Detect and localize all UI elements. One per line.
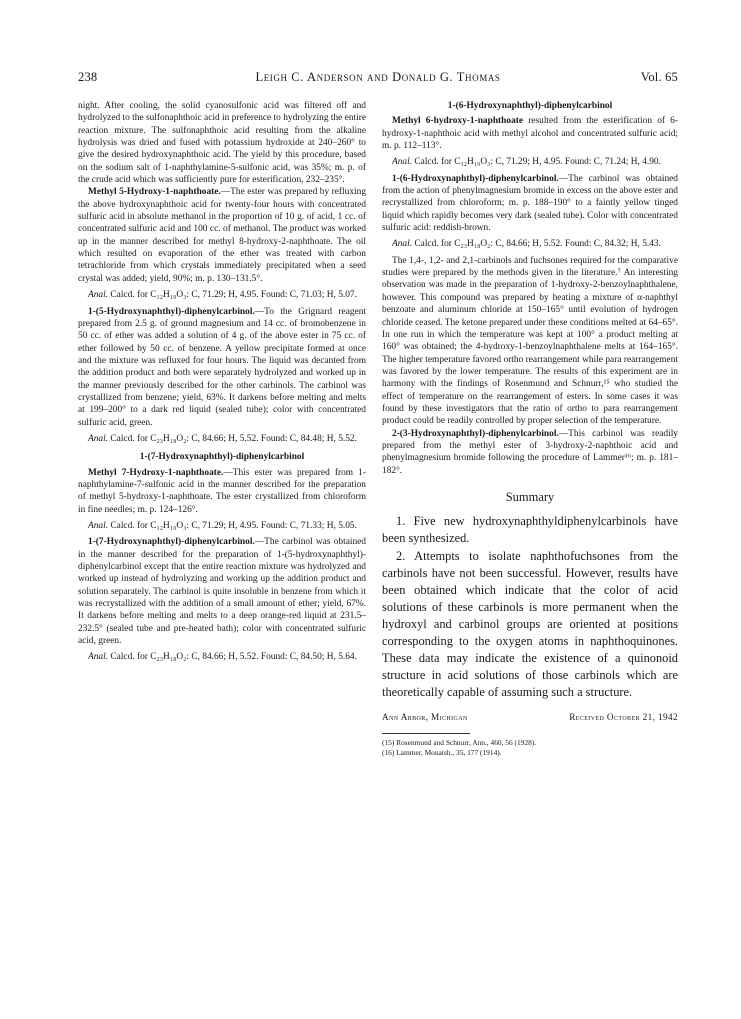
runin-heading: 1-(6-Hydroxynaphthyl)-diphenylcarbinol. bbox=[392, 173, 559, 184]
section-heading: 1-(7-Hydroxynaphthyl)-diphenylcarbinol bbox=[139, 452, 305, 463]
paragraph-text: resulted from the esterification of 6-hydroxy-1-naphthoic acid with methyl alcohol and concentrated sulfuric acid; m. p. 112–113°. bbox=[382, 116, 678, 152]
paragraph-cyanosulfonic: night. After cooling, the solid cyanosulfonic acid was filtered off and hydrolyzed to the sulfonaphthoic acid in preference to hydrolyzing the entire reaction mixture. The sulfonaphthoic acid resulting from the alkaline hydrolysis was dried and fused with potassium hydroxide at 240–260° to give the desired hydroxynaphthoic acid. The yield by this procedure, based on the sodium salt of 1-naphthylamine-5-sulfonic acid, was 35%; m. p. of the crude acid which was sufficiently pure for esterification, 232–235°. bbox=[78, 101, 366, 186]
analysis-line bbox=[382, 156, 678, 168]
runin-heading: 1-(5-Hydroxynaphthyl)-diphenylcarbinol. bbox=[88, 306, 255, 317]
paragraph-text: —This carbinol was readily prepared from the methyl ester of 3-hydroxy-2-naphthoic acid and phenylmagnesium bromide following the procedure of Lammer¹⁶; m. p. 181–182°. bbox=[382, 428, 678, 476]
signoff-line bbox=[382, 711, 678, 723]
analysis-line bbox=[78, 651, 366, 663]
analysis-values: Calcd. for C₂₃H₁₈O₂: C, 84.66; H, 5.52. Found: C, 84.32; H, 5.43. bbox=[414, 239, 661, 250]
runin-heading: 1-(7-Hydroxynaphthyl)-diphenylcarbinol. bbox=[88, 537, 255, 548]
left-column bbox=[78, 100, 366, 668]
anal-label: Anal. bbox=[88, 290, 109, 301]
analysis-values: Calcd. for C₁₂H₁₀O₃: C, 71.29; H, 4.95. Found: C, 71.24; H, 4.90. bbox=[414, 157, 661, 168]
runin-heading: Methyl 6-hydroxy-1-naphthoate bbox=[392, 116, 524, 127]
paragraph-3-hydroxynaphthyl-carbinol bbox=[382, 428, 678, 477]
runin-heading: 2-(3-Hydroxynaphthyl)-diphenylcarbinol. bbox=[392, 428, 559, 439]
analysis-line bbox=[78, 289, 366, 301]
analysis-values: Calcd. for C₁₂H₁₀O₃: C, 71.29; H, 4.95. Found: C, 71.33; H, 5.05. bbox=[110, 521, 357, 531]
right-column bbox=[382, 100, 678, 758]
location: Ann Arbor, Michigan bbox=[382, 712, 468, 723]
paragraph-text: —To the Grignard reagent prepared from 2.5 g. of ground magnesium and 14 cc. of bromobenzene in 50 cc. of ether was added a solution of 4 g. of the above ester in 75 cc. of ether followed by 50 cc. of benzene. A yellow precipitate formed at once and the mixture was refluxed for four hours. The liquid was decanted from the addition product and both were separately hydrolyzed and worked up in the manner previously described for the other carbinols. The carbinol was crystallized from benzene; yield, 63%. It darkens before melting and melts at 199–200° to a dark red liquid (sealed tube); color with concentrated sulfuric acid, green. bbox=[78, 306, 366, 428]
paragraph-methyl-7-hydroxy bbox=[78, 467, 366, 516]
footnotes bbox=[382, 738, 678, 758]
page-number: 238 bbox=[78, 70, 98, 84]
analysis-values: Calcd. for C₂₃H₁₈O₂: C, 84.66; H, 5.52. Found: C, 84.50; H, 5.64. bbox=[110, 652, 357, 663]
analysis-values: Calcd. for C₂₃H₁₈O₂: C, 84.66; H, 5.52. Found: C, 84.48; H, 5.52. bbox=[110, 433, 357, 444]
paragraph-text: —The ester was prepared by refluxing the above hydroxynaphthoic acid for twenty-four hours with concentrated sulfuric acid in absolute methanol in the proportion of 10 g. of acid, 1 cc. of concentrated sulfuric acid and 100 cc. of methanol. The product was worked up in the manner described for methyl 8-hydroxy-2-naphthoate. The oil which resulted on evaporation of the ether was treated with carbon tetrachloride from which crystals immediately precipitated when a seed crystal was added; yield, 90%; m. p. 130–131.5°. bbox=[78, 187, 367, 284]
analysis-line bbox=[78, 520, 366, 532]
footnote-15: (15) Rosenmund and Schnurr, Ann., 460, 56 (1928). bbox=[382, 737, 537, 747]
summary-point-2: 2. Attempts to isolate naphthofuchsones from the carbinols have not been successful. However, results have been obtained which indicate that the color of acid solutions of these carbinols is more permanent when the hydroxyl and carbinol groups are oriented at positions corresponding to the oxygen atoms in naphthoquinones. These data may indicate the existence of a quinonoid structure in acid solutions of those carbinols which are theoretically capable of assuming such a structure. bbox=[382, 548, 678, 700]
analysis-values: Calcd. for C₁₂H₁₀O₃: C, 71.29; H, 4.95. Found: C, 71.03; H, 5.07. bbox=[110, 290, 357, 301]
paragraph-methyl-6-hydroxy bbox=[382, 115, 678, 152]
summary-section bbox=[382, 513, 678, 701]
received-date: Received October 21, 1942 bbox=[569, 712, 678, 723]
paragraph-text: —This ester was prepared from 1-naphthylamine-7-sulfonic acid in the manner described for the preparation of methyl 5-hydroxy-1-naphthoate. The ester crystallized from chloroform in fine needles; m. p. 124–126°. bbox=[78, 467, 366, 515]
summary-heading: Summary bbox=[505, 489, 555, 504]
running-head-authors: Leigh C. Anderson and Donald G. Thomas bbox=[255, 70, 501, 84]
anal-label: Anal. bbox=[392, 157, 413, 168]
section-heading: 1-(6-Hydroxynaphthyl)-diphenylcarbinol bbox=[447, 101, 613, 111]
anal-label: Anal. bbox=[392, 239, 413, 250]
runin-heading: Methyl 5-Hydroxy-1-naphthoate. bbox=[88, 187, 221, 198]
running-header bbox=[78, 70, 678, 88]
anal-label: Anal. bbox=[88, 652, 109, 663]
summary-point-1: 1. Five new hydroxynaphthyldiphenylcarbinols have been synthesized. bbox=[382, 514, 678, 546]
anal-label: Anal. bbox=[88, 433, 109, 444]
footnote-rule bbox=[382, 733, 470, 734]
analysis-line bbox=[78, 433, 366, 445]
footnote-16: (16) Lammer, Monatsh., 35, 177 (1914). bbox=[382, 747, 502, 757]
paragraph-comparative-studies: The 1,4-, 1,2- and 2,1-carbinols and fuchsones required for the comparative studies were prepared by the methods given in the literature.⁷ An interesting observation was made in the preparation of 1-hydroxy-2-benzoylnaphthalene, however. This compound was prepared by heating a mixture of α-naphthyl benzoate and aluminum chloride at 150–165° until evolution of hydrogen chloride ceased. The ketone prepared under these conditions melted at 64–65°. In one run in which the temperature was kept at 100° a product melting at 160° was obtained; the 4-hydroxy-1-benzoylnaphthalene melts at 164–165°. The higher temperature favored ortho rearrangement while para rearrangement was favored by the lower temperature. The results of this experiment are in harmony with the findings of Rosenmund and Schnurr,¹⁵ who studied the effect of temperature on the rearrangement of esters. In some cases it was found by these investigators that the ratio of ortho to para rearrangement product could be readily controlled by proper selection of the temperature. bbox=[382, 255, 678, 427]
paragraph-7-hydroxynaphthyl-carbinol bbox=[78, 536, 366, 647]
analysis-line bbox=[382, 238, 678, 250]
anal-label: Anal. bbox=[88, 521, 109, 531]
paragraph-text: —The carbinol was obtained from the action of phenylmagnesium bromide in excess on the above ester and recrystallized from chloroform; m. p. 188–190° to a faintly yellow tinged liquid which rapidly becomes very dark (sealed tube). Color with concentrated sulfuric acid: reddish-brown. bbox=[382, 173, 678, 234]
paragraph-methyl-5-hydroxy bbox=[78, 186, 366, 285]
runin-heading: Methyl 7-Hydroxy-1-naphthoate. bbox=[88, 467, 224, 478]
paragraph-6-hydroxynaphthyl-carbinol bbox=[382, 173, 678, 235]
volume-label: Vol. 65 bbox=[640, 70, 678, 84]
paragraph-5-hydroxynaphthyl-carbinol bbox=[78, 306, 366, 429]
paragraph-text: —The carbinol was obtained in the manner described for the preparation of 1-(5-hydroxynaphthyl)-diphenylcarbinol except that the entire reaction mixture was hydrolyzed and worked up instead of hydrolyzing and working up the addition product and solution separately. The carbinol is quite insoluble in benzene from which it was recrystallized with the addition of a small amount of ether; yield, 67%. It darkens before melting and melts to a deep orange-red liquid at 231.5–232.5° (sealed tube and pre-heated bath); color with concentrated sulfuric acid, green. bbox=[78, 537, 366, 647]
